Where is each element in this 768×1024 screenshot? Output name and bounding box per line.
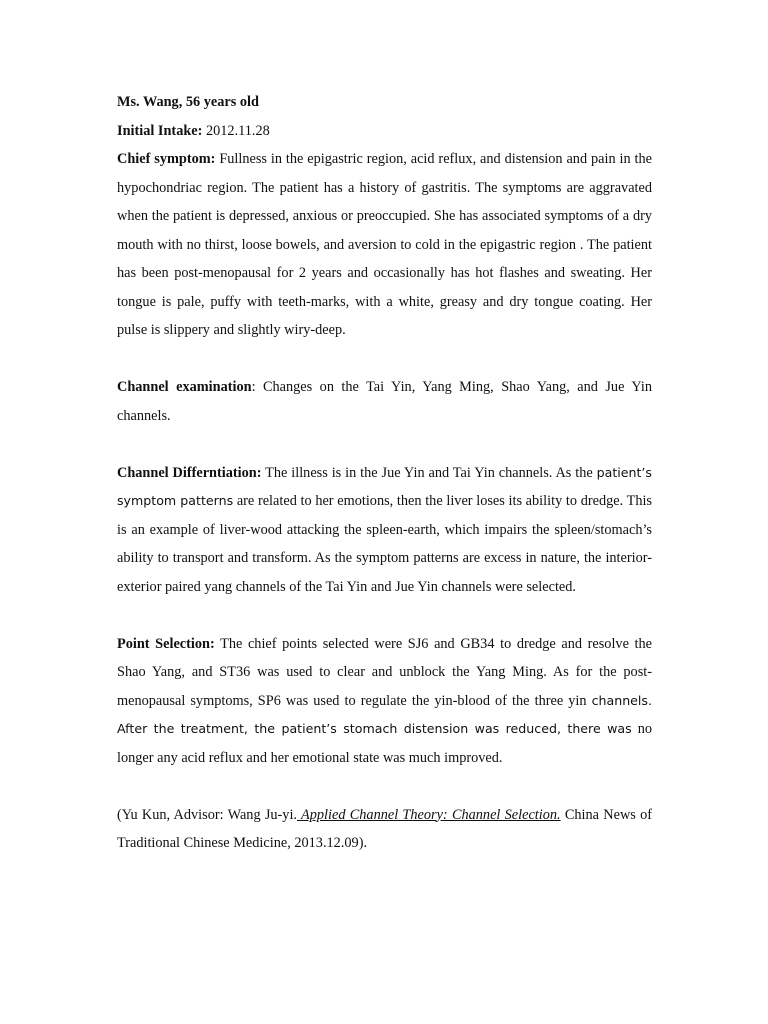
channel-differentiation-text-a: The illness is in the Jue Yin and Tai Yin channels. As the <box>261 464 597 481</box>
intake-label: Initial Intake: <box>117 122 203 139</box>
channel-examination-label: Channel examination <box>117 379 252 395</box>
citation-prefix: (Yu Kun, Advisor: Wang Ju-yi. <box>117 806 298 823</box>
citation-book-title: Applied Channel Theory: Channel Selection. <box>297 806 561 823</box>
point-selection-paragraph <box>117 630 652 773</box>
paragraph-gap <box>117 345 652 374</box>
channel-differentiation-text-c: are related to her emotions, then the liver loses its ability to dredge. This is an example of liver-wood attacking the spleen-earth, which impairs the spleen/stomach’s ability to transport and transform. As the symptom patterns are excess in nature, the interior-exterior paired yang channels of the Tai Yin and Jue Yin channels were selected. <box>117 493 653 595</box>
channel-examination-text: : Changes on the Tai Yin, Yang Ming, Shao Yang, and Jue Yin channels. <box>117 379 652 424</box>
channel-differentiation-paragraph <box>117 459 652 602</box>
point-selection-text-c: no longer any acid reflux and her emotional state was much improved. <box>117 721 652 766</box>
chief-symptom-label: Chief symptom: <box>117 151 216 167</box>
chief-symptom-paragraph <box>117 145 652 345</box>
patient-heading <box>117 88 652 117</box>
paragraph-gap <box>117 772 652 801</box>
document-page <box>117 88 652 858</box>
paragraph-gap <box>117 601 652 630</box>
channel-differentiation-label: Channel Differntiation: <box>117 464 262 481</box>
point-selection-text-b: channels. After the treatment, the patient’s stomach distension was reduced, there was <box>117 692 652 736</box>
paragraph-gap <box>117 430 652 459</box>
chief-symptom-text: Fullness in the epigastric region, acid reflux, and distension and pain in the hypochondriac region. The patient has a history of gastritis. The symptoms are aggravated when the patient is depressed, anxious or preoccupied. She has associated symptoms of a dry mouth with no thirst, loose bowels, and aversion to cold in the epigastric region . The patient has been post-menopausal for 2 years and occasionally has hot flashes and sweating. Her tongue is pale, puffy with teeth-marks, with a white, greasy and dry tongue coating. Her pulse is slippery and slightly wiry-deep. <box>117 151 652 338</box>
channel-examination-paragraph <box>117 373 652 430</box>
point-selection-text-a: The chief points selected were SJ6 and GB34 to dredge and resolve the Shao Yang, and ST36 was used to clear and unblock the Yang Ming. As for the post-menopausal symptoms, SP6 was used to regulate the yin-blood of the three yin <box>117 635 652 709</box>
citation-paragraph <box>117 801 652 858</box>
citation-suffix: China News of Traditional Chinese Medicine, 2013.12.09). <box>117 806 653 851</box>
intake-line <box>117 117 652 146</box>
channel-differentiation-text-b: patient’s symptom patterns <box>117 464 652 508</box>
point-selection-label: Point Selection: <box>117 635 215 652</box>
intake-date: 2012.11.28 <box>205 122 270 139</box>
patient-name-age: Ms. Wang, 56 years old <box>117 94 259 110</box>
